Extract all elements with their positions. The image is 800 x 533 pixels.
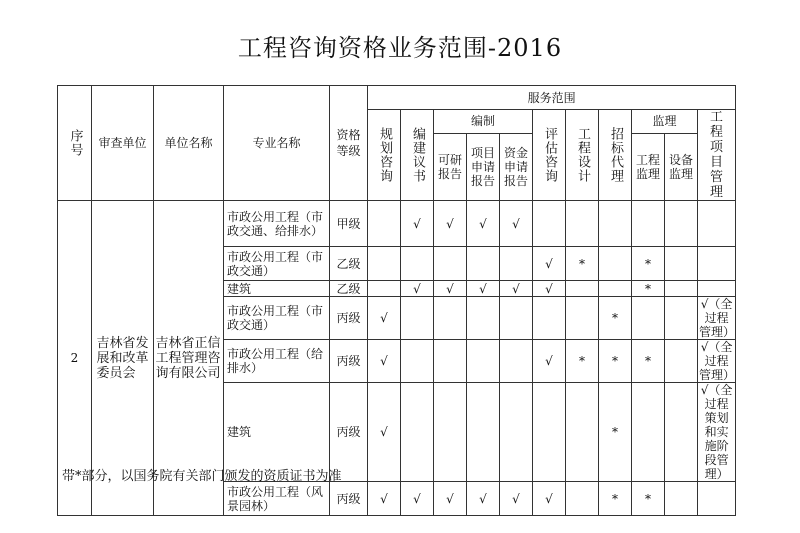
mark-cell (401, 247, 434, 281)
mark-cell (500, 340, 533, 383)
mark-cell: √ (368, 340, 401, 383)
record-seq: 2 (58, 201, 92, 516)
header-specialty: 专业名称 (224, 86, 330, 201)
mark-cell: √ (467, 482, 500, 516)
mark-cell: √ (533, 247, 566, 281)
mark-cell (500, 297, 533, 340)
mark-cell (665, 297, 698, 340)
header-grade: 资格等级 (330, 86, 368, 201)
mark-cell: √ (401, 482, 434, 516)
header-reviewer: 审查单位 (92, 86, 154, 201)
mark-cell: * (599, 482, 632, 516)
mark-cell (632, 383, 665, 482)
specialty-cell: 建筑 (224, 281, 330, 297)
mark-cell: * (599, 383, 632, 482)
mark-cell (533, 201, 566, 247)
header-project-management: 工程项目管理 (698, 110, 736, 201)
mark-cell: √ (368, 482, 401, 516)
mark-cell: * (632, 482, 665, 516)
footnote: 带*部分，以国务院有关部门颁发的资质证书为准 (62, 469, 342, 484)
mark-cell (665, 340, 698, 383)
grade-cell: 丙级 (330, 297, 368, 340)
record-reviewer: 吉林省发展和改革委员会 (92, 201, 154, 516)
mark-cell (566, 383, 599, 482)
header-equip-supervision: 设备监理 (665, 133, 698, 200)
mark-cell (467, 340, 500, 383)
mark-cell: * (632, 281, 665, 297)
mark-cell: √ (434, 201, 467, 247)
mark-cell (533, 297, 566, 340)
record-unit-name: 吉林省正信工程管理咨询有限公司 (154, 201, 224, 516)
header-feasibility: 可研报告 (434, 133, 467, 200)
specialty-cell: 市政公用工程（市政交通） (224, 297, 330, 340)
mark-cell: √ (533, 482, 566, 516)
page-title: 工程咨询资格业务范围-2016 (237, 34, 563, 62)
mark-cell: * (566, 247, 599, 281)
mark-cell (665, 201, 698, 247)
mark-cell (467, 383, 500, 482)
mark-cell (698, 281, 736, 297)
qualification-table (57, 85, 736, 516)
grade-cell: 乙级 (330, 247, 368, 281)
mark-cell (368, 247, 401, 281)
specialty-cell: 市政公用工程（市政交通、给排水） (224, 201, 330, 247)
mark-cell (467, 297, 500, 340)
mark-cell (566, 482, 599, 516)
mark-cell: √ (434, 281, 467, 297)
mark-cell: √ (368, 383, 401, 482)
header-unit-name: 单位名称 (154, 86, 224, 201)
mark-cell: √ (401, 281, 434, 297)
mark-cell: * (566, 340, 599, 383)
mark-cell: √（全过程策划和实施阶段管理） (698, 383, 736, 482)
specialty-cell: 市政公用工程（给排水） (224, 340, 330, 383)
mark-cell: * (632, 247, 665, 281)
header-compile-report: 编建议书 (401, 110, 434, 201)
header-planning: 规划咨询 (368, 110, 401, 201)
specialty-cell: 建筑 (224, 383, 330, 482)
mark-cell (599, 281, 632, 297)
mark-cell: √ (500, 281, 533, 297)
mark-cell (401, 383, 434, 482)
mark-cell: √（全过程管理） (699, 297, 736, 339)
grade-cell: 丙级 (330, 340, 368, 383)
mark-cell (401, 297, 434, 340)
mark-cell: √ (467, 281, 500, 297)
mark-cell (434, 340, 467, 383)
mark-cell: √ (368, 297, 401, 340)
mark-cell: √ (500, 201, 533, 247)
mark-cell (698, 201, 736, 247)
mark-cell (500, 247, 533, 281)
grade-cell: 丙级 (330, 482, 368, 516)
mark-cell (434, 247, 467, 281)
mark-cell (434, 383, 467, 482)
mark-cell (665, 247, 698, 281)
header-project-application: 项目申请报告 (467, 133, 500, 200)
mark-cell (500, 383, 533, 482)
mark-cell: √ (533, 340, 566, 383)
header-engineering-design: 工程设计 (566, 110, 599, 201)
mark-cell: * (599, 340, 632, 383)
mark-cell (632, 201, 665, 247)
mark-cell (566, 281, 599, 297)
mark-cell: * (599, 297, 632, 340)
mark-cell (566, 201, 599, 247)
mark-cell: √（全过程管理） (699, 340, 736, 382)
mark-cell (368, 201, 401, 247)
mark-cell (632, 297, 665, 340)
mark-cell: √ (533, 281, 566, 297)
header-seq: 序号 (58, 86, 92, 201)
mark-cell: * (632, 340, 665, 383)
mark-cell (698, 247, 736, 281)
mark-cell: √ (500, 482, 533, 516)
grade-cell: 丙级 (330, 383, 368, 482)
mark-cell: √ (467, 201, 500, 247)
mark-cell (533, 383, 566, 482)
grade-cell: 甲级 (330, 201, 368, 247)
mark-cell (665, 482, 698, 516)
specialty-cell: 市政公用工程（风景园林） (224, 482, 330, 516)
header-supervision: 监理 (632, 110, 698, 134)
header-eng-supervision: 工程监理 (632, 133, 665, 200)
mark-cell (368, 281, 401, 297)
table-row (58, 201, 736, 247)
mark-cell (566, 297, 599, 340)
specialty-cell: 市政公用工程（市政交通） (224, 247, 330, 281)
grade-cell: 乙级 (330, 281, 368, 297)
header-fund-application: 资金申请报告 (500, 133, 533, 200)
mark-cell (401, 340, 434, 383)
mark-cell (599, 201, 632, 247)
mark-cell (434, 297, 467, 340)
mark-cell: √ (401, 201, 434, 247)
mark-cell (467, 247, 500, 281)
mark-cell (665, 383, 698, 482)
header-compile: 编制 (434, 110, 533, 134)
header-evaluation: 评估咨询 (533, 110, 566, 201)
mark-cell (599, 247, 632, 281)
header-bidding-agency: 招标代理 (599, 110, 632, 201)
mark-cell: √ (434, 482, 467, 516)
header-row-1 (58, 86, 736, 110)
mark-cell (698, 482, 736, 516)
mark-cell (665, 281, 698, 297)
header-service-scope: 服务范围 (368, 86, 736, 110)
